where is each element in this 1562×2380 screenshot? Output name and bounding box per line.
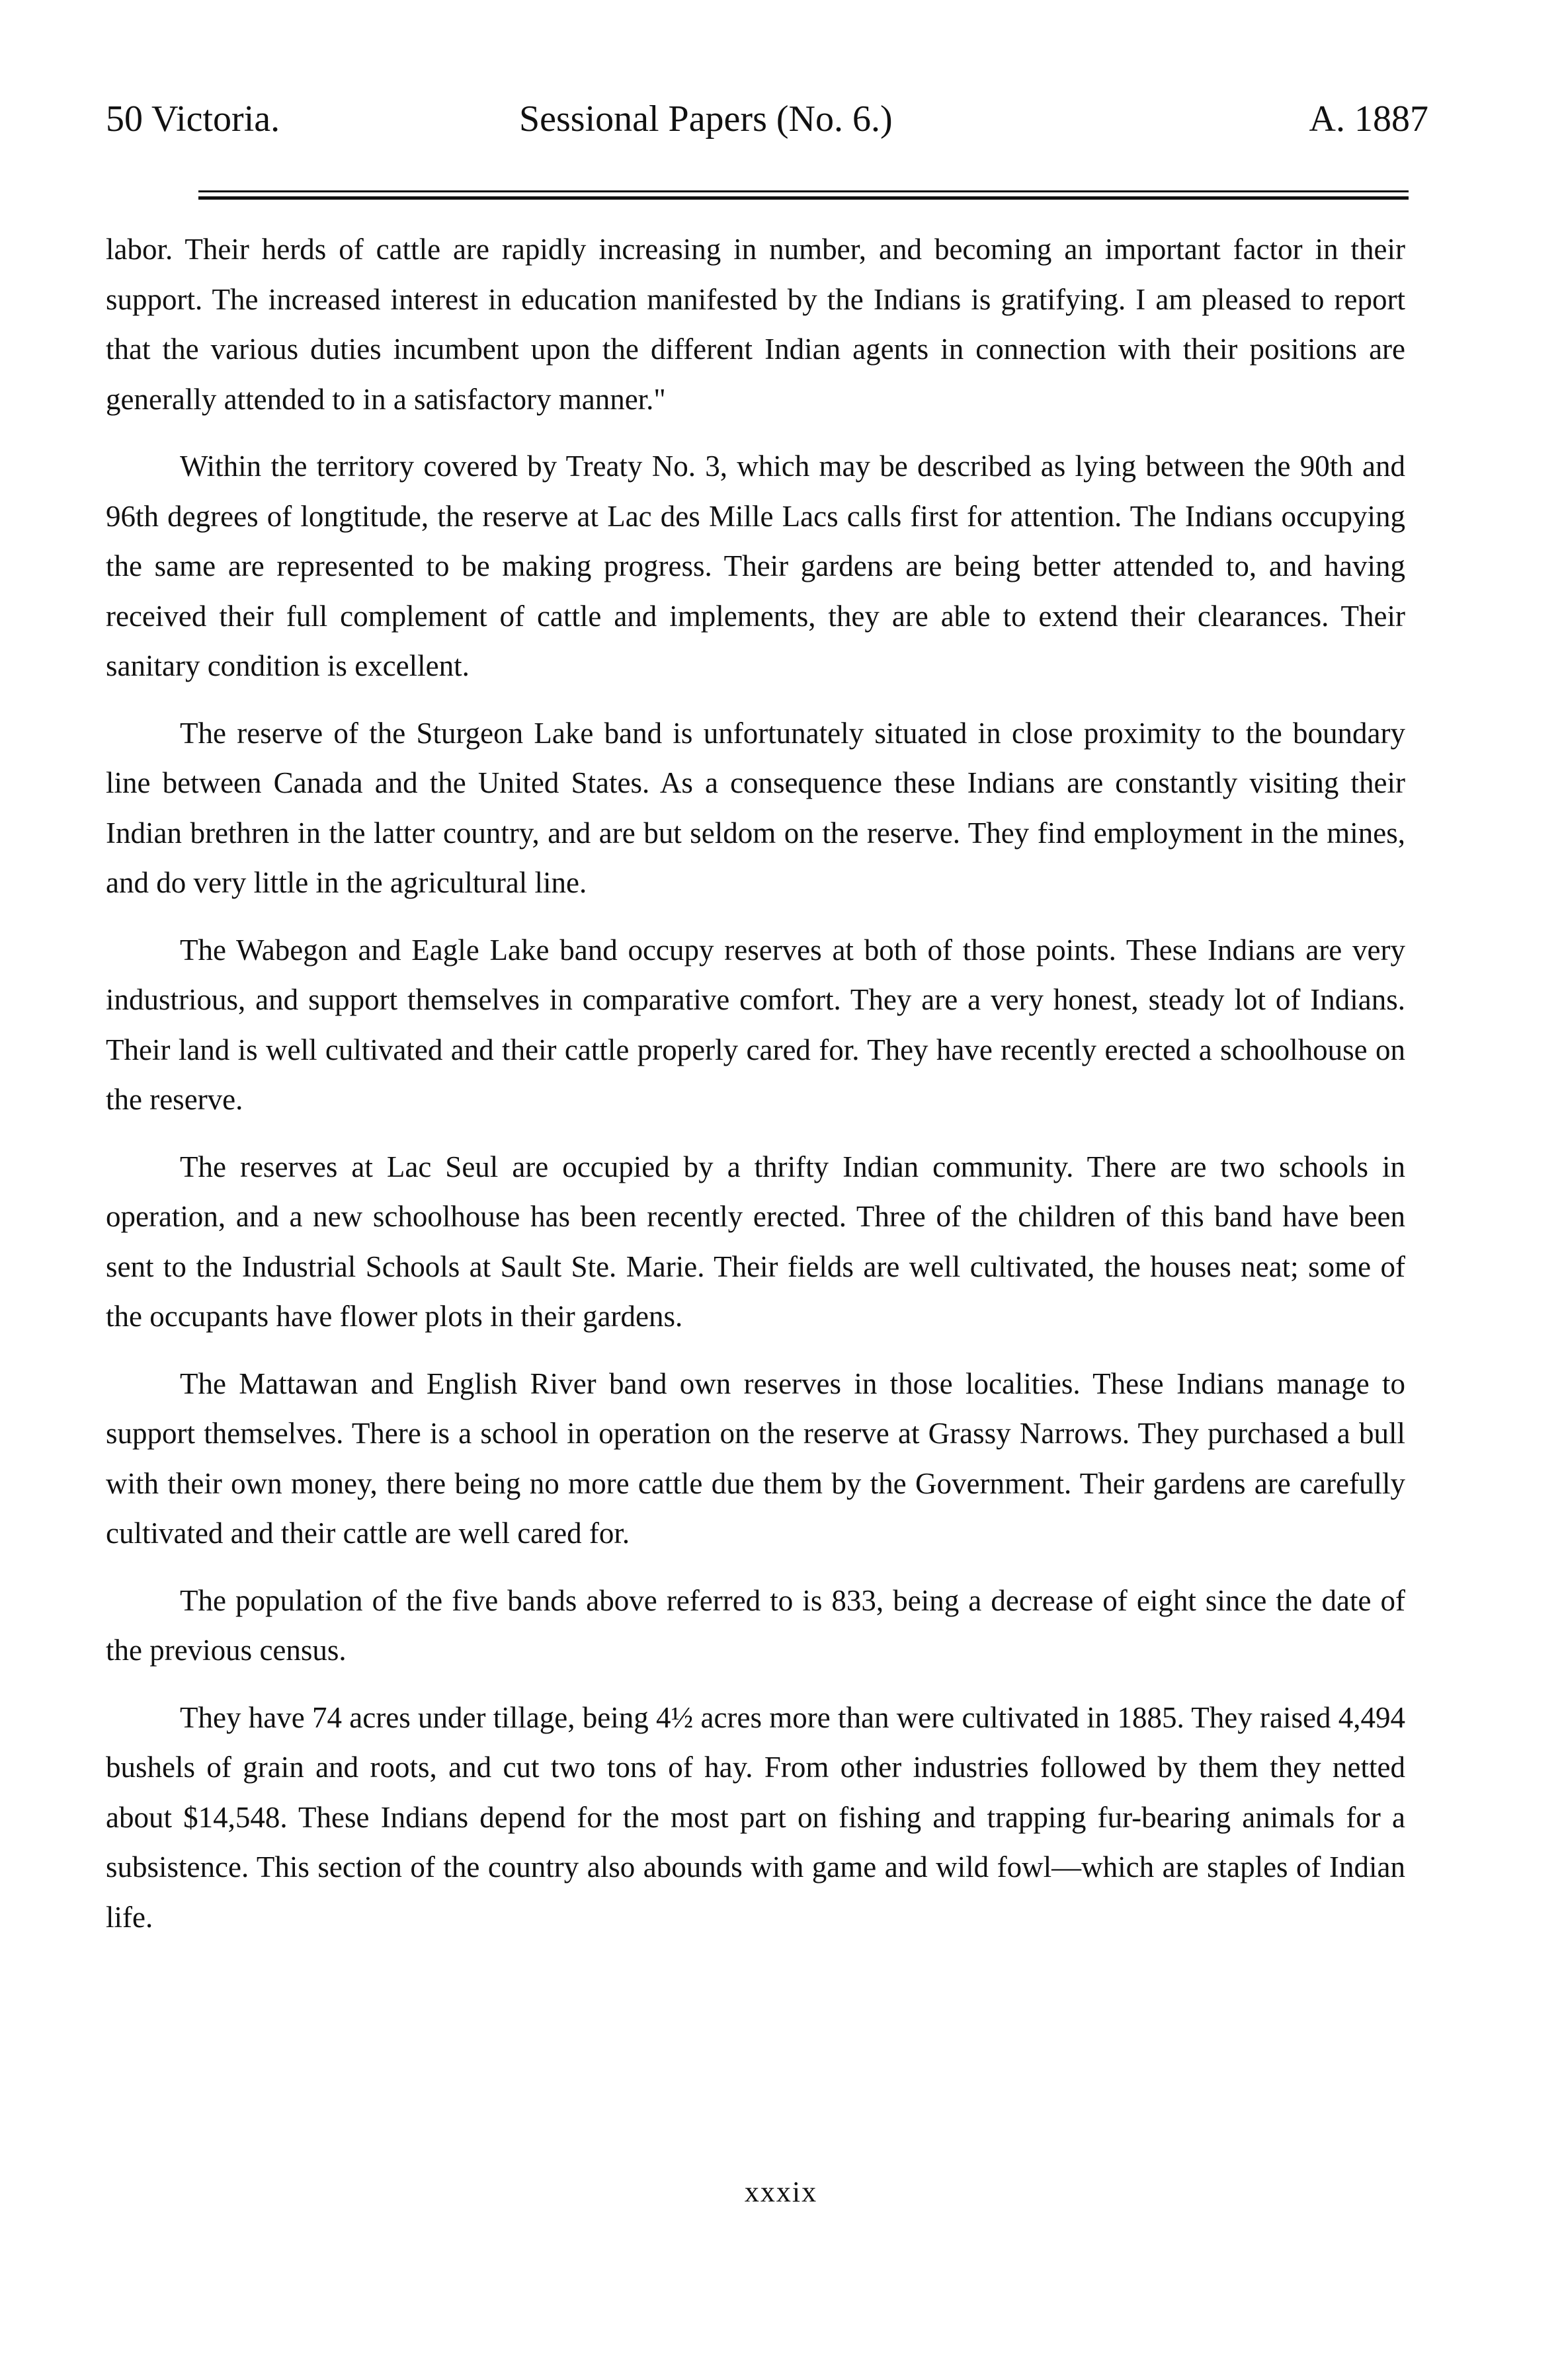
page-number: xxxix xyxy=(744,2176,818,2208)
running-header xyxy=(106,93,1428,145)
paragraph-population: The population of the five bands above referred to is 833, being a decrease of eight since the date of the previous census. xyxy=(106,1583,1405,1667)
paragraph-tillage: They have 74 acres under tillage, being 4½ acres more than were cultivated in 1885. They raised 4,494 bushels of grain and roots, and cut two tons of hay. From other industries followed by them they netted about $14,548. These Indians depend for the most part on fishing and trapping fur-bearing animals for a subsistence. This section of the country also abounds with game and wild fowl—which are staples of Indian life. xyxy=(106,1700,1405,1934)
paragraph-sturgeon-lake: The reserve of the Sturgeon Lake band is unfortunately situated in close proximity to the boundary line between Canada and the United States. As a consequence these Indians are constantly visiting their Indian brethren in the latter country, and are but seldom on the reserve. They find employment in the mines, and do very little in the agricultural line. xyxy=(106,716,1405,899)
header-publication-title: Sessional Papers (No. 6.) xyxy=(519,99,893,139)
paragraph-wabegon-eagle-lake: The Wabegon and Eagle Lake band occupy reserves at both of those points. These Indians are very industrious, and support themselves in comparative comfort. They are a very honest, steady lot of Indians. Their land is well cultivated and their cattle properly cared for. They have recently erected a schoolhouse on the reserve. xyxy=(106,933,1405,1116)
header-rule-thick xyxy=(198,196,1409,200)
body-text xyxy=(106,225,1405,1960)
header-rule-thin xyxy=(198,190,1409,192)
paragraph-continuation: labor. Their herds of cattle are rapidly increasing in number, and becoming an important factor in their support. The increased interest in education manifested by the Indians is gratifying. I am pleased to report that the various duties incumbent upon the different Indian agents in connection with their positions are generally attended to in a satisfactory manner." xyxy=(106,233,1405,416)
header-regnal-year: 50 Victoria. xyxy=(106,99,280,139)
paragraph-treaty-3: Within the territory covered by Treaty No. 3, which may be described as lying between the 90th and 96th degrees of longtitude, the reserve at Lac des Mille Lacs calls first for attention. The Indians occupying the same are represented to be making progress. Their gardens are being better attended to, and having received their full complement of cattle and implements, they are able to extend their clearances. Their sanitary condition is excellent. xyxy=(106,450,1405,682)
header-year: A. 1887 xyxy=(1309,99,1428,139)
paragraph-mattawan-english-river: The Mattawan and English River band own reserves in those localities. These Indians manage to support themselves. There is a school in operation on the reserve at Grassy Narrows. They purchased a bull with their own money, there being no more cattle due them by the Government. Their gardens are carefully cultivated and their cattle are well cared for. xyxy=(106,1367,1405,1550)
paragraph-lac-seul: The reserves at Lac Seul are occupied by a thrifty Indian community. There are two schools in operation, and a new schoolhouse has been recently erected. Three of the children of this band have been sent to the Industrial Schools at Sault Ste. Marie. Their fields are well cultivated, the houses neat; some of the occupants have flower plots in their gardens. xyxy=(106,1150,1405,1333)
